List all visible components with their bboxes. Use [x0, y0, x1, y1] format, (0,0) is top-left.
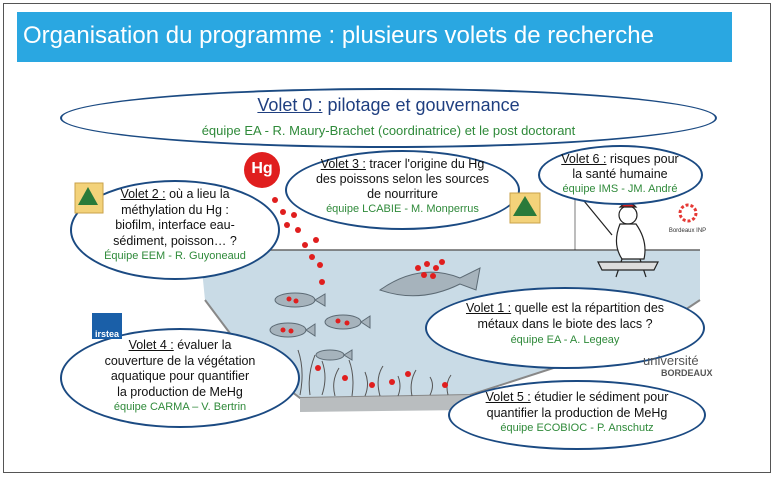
volet0-text: pilotage et gouvernance [322, 95, 520, 115]
volet4-line: évaluer la [173, 338, 232, 352]
bordeaux-inp-logo [680, 205, 696, 221]
volet5-title: Volet 5 : [485, 390, 531, 404]
volet4-line: la production de MeHg [117, 384, 243, 399]
volet1-line: quelle est la répartition des [511, 301, 665, 315]
hg-badge: Hg [251, 160, 273, 177]
volet3-line: des poissons selon les sources [315, 172, 489, 186]
volet1-title: Volet 1 : [465, 301, 512, 315]
volet0-team: équipe EA - R. Maury-Brachet (coordinatrice) et le post doctorant [201, 123, 576, 138]
volet4-team: équipe CARMA – V. Bertrin [113, 401, 247, 413]
volet1-team: équipe EA - A. Legeay [510, 334, 620, 346]
volet2-line: biofilm, interface eau- [115, 218, 235, 232]
universite-bordeaux-logo [643, 354, 728, 380]
universite-line1: université [643, 353, 699, 368]
volet1-line: métaux dans le biote des lacs ? [477, 317, 653, 331]
volet4-title: Volet 4 : [128, 338, 174, 352]
volet4-line: aquatique pour quantifier [110, 369, 250, 383]
volet3-title: Volet 3 : [320, 157, 366, 171]
volet4-line: couverture de la végétation [104, 353, 256, 368]
volet0-title: Volet 0 : [257, 95, 323, 115]
volet2-line: méthylation du Hg : [121, 202, 229, 217]
volet5-line: quantifier la production de MeHg [486, 405, 668, 420]
bordeaux-inp-text: Bordeaux INP [668, 228, 707, 234]
lab-logo-left [75, 183, 103, 213]
volet5-team: équipe ECOBIOC - P. Anschutz [500, 422, 654, 434]
volet2-title: Volet 2 : [120, 187, 166, 201]
volet6-line: la santé humaine [572, 167, 668, 181]
volet6-team: équipe IMS - JM. André [562, 183, 678, 195]
volet6-title: Volet 6 : [561, 152, 607, 166]
volet2-team: Équipe EEM - R. Guyoneaud [104, 250, 246, 262]
volet2-line: où a lieu la [165, 187, 230, 201]
universite-line2: BORDEAUX [661, 368, 713, 378]
slide-title: Organisation du programme : plusieurs volets de recherche [23, 22, 654, 49]
volet3-line: de nourriture [367, 187, 438, 201]
volet6-line: risques pour [606, 152, 679, 166]
volet3-line: tracer l'origine du Hg [365, 157, 485, 171]
volet5-line: étudier le sédiment pour [530, 390, 669, 404]
volet2-line: sédiment, poisson… ? [113, 233, 237, 248]
volet3-team: équipe LCABIE - M. Monperrus [326, 203, 479, 215]
irstea-logo-text: irstea [94, 329, 120, 339]
lab-logo-right [510, 193, 540, 223]
